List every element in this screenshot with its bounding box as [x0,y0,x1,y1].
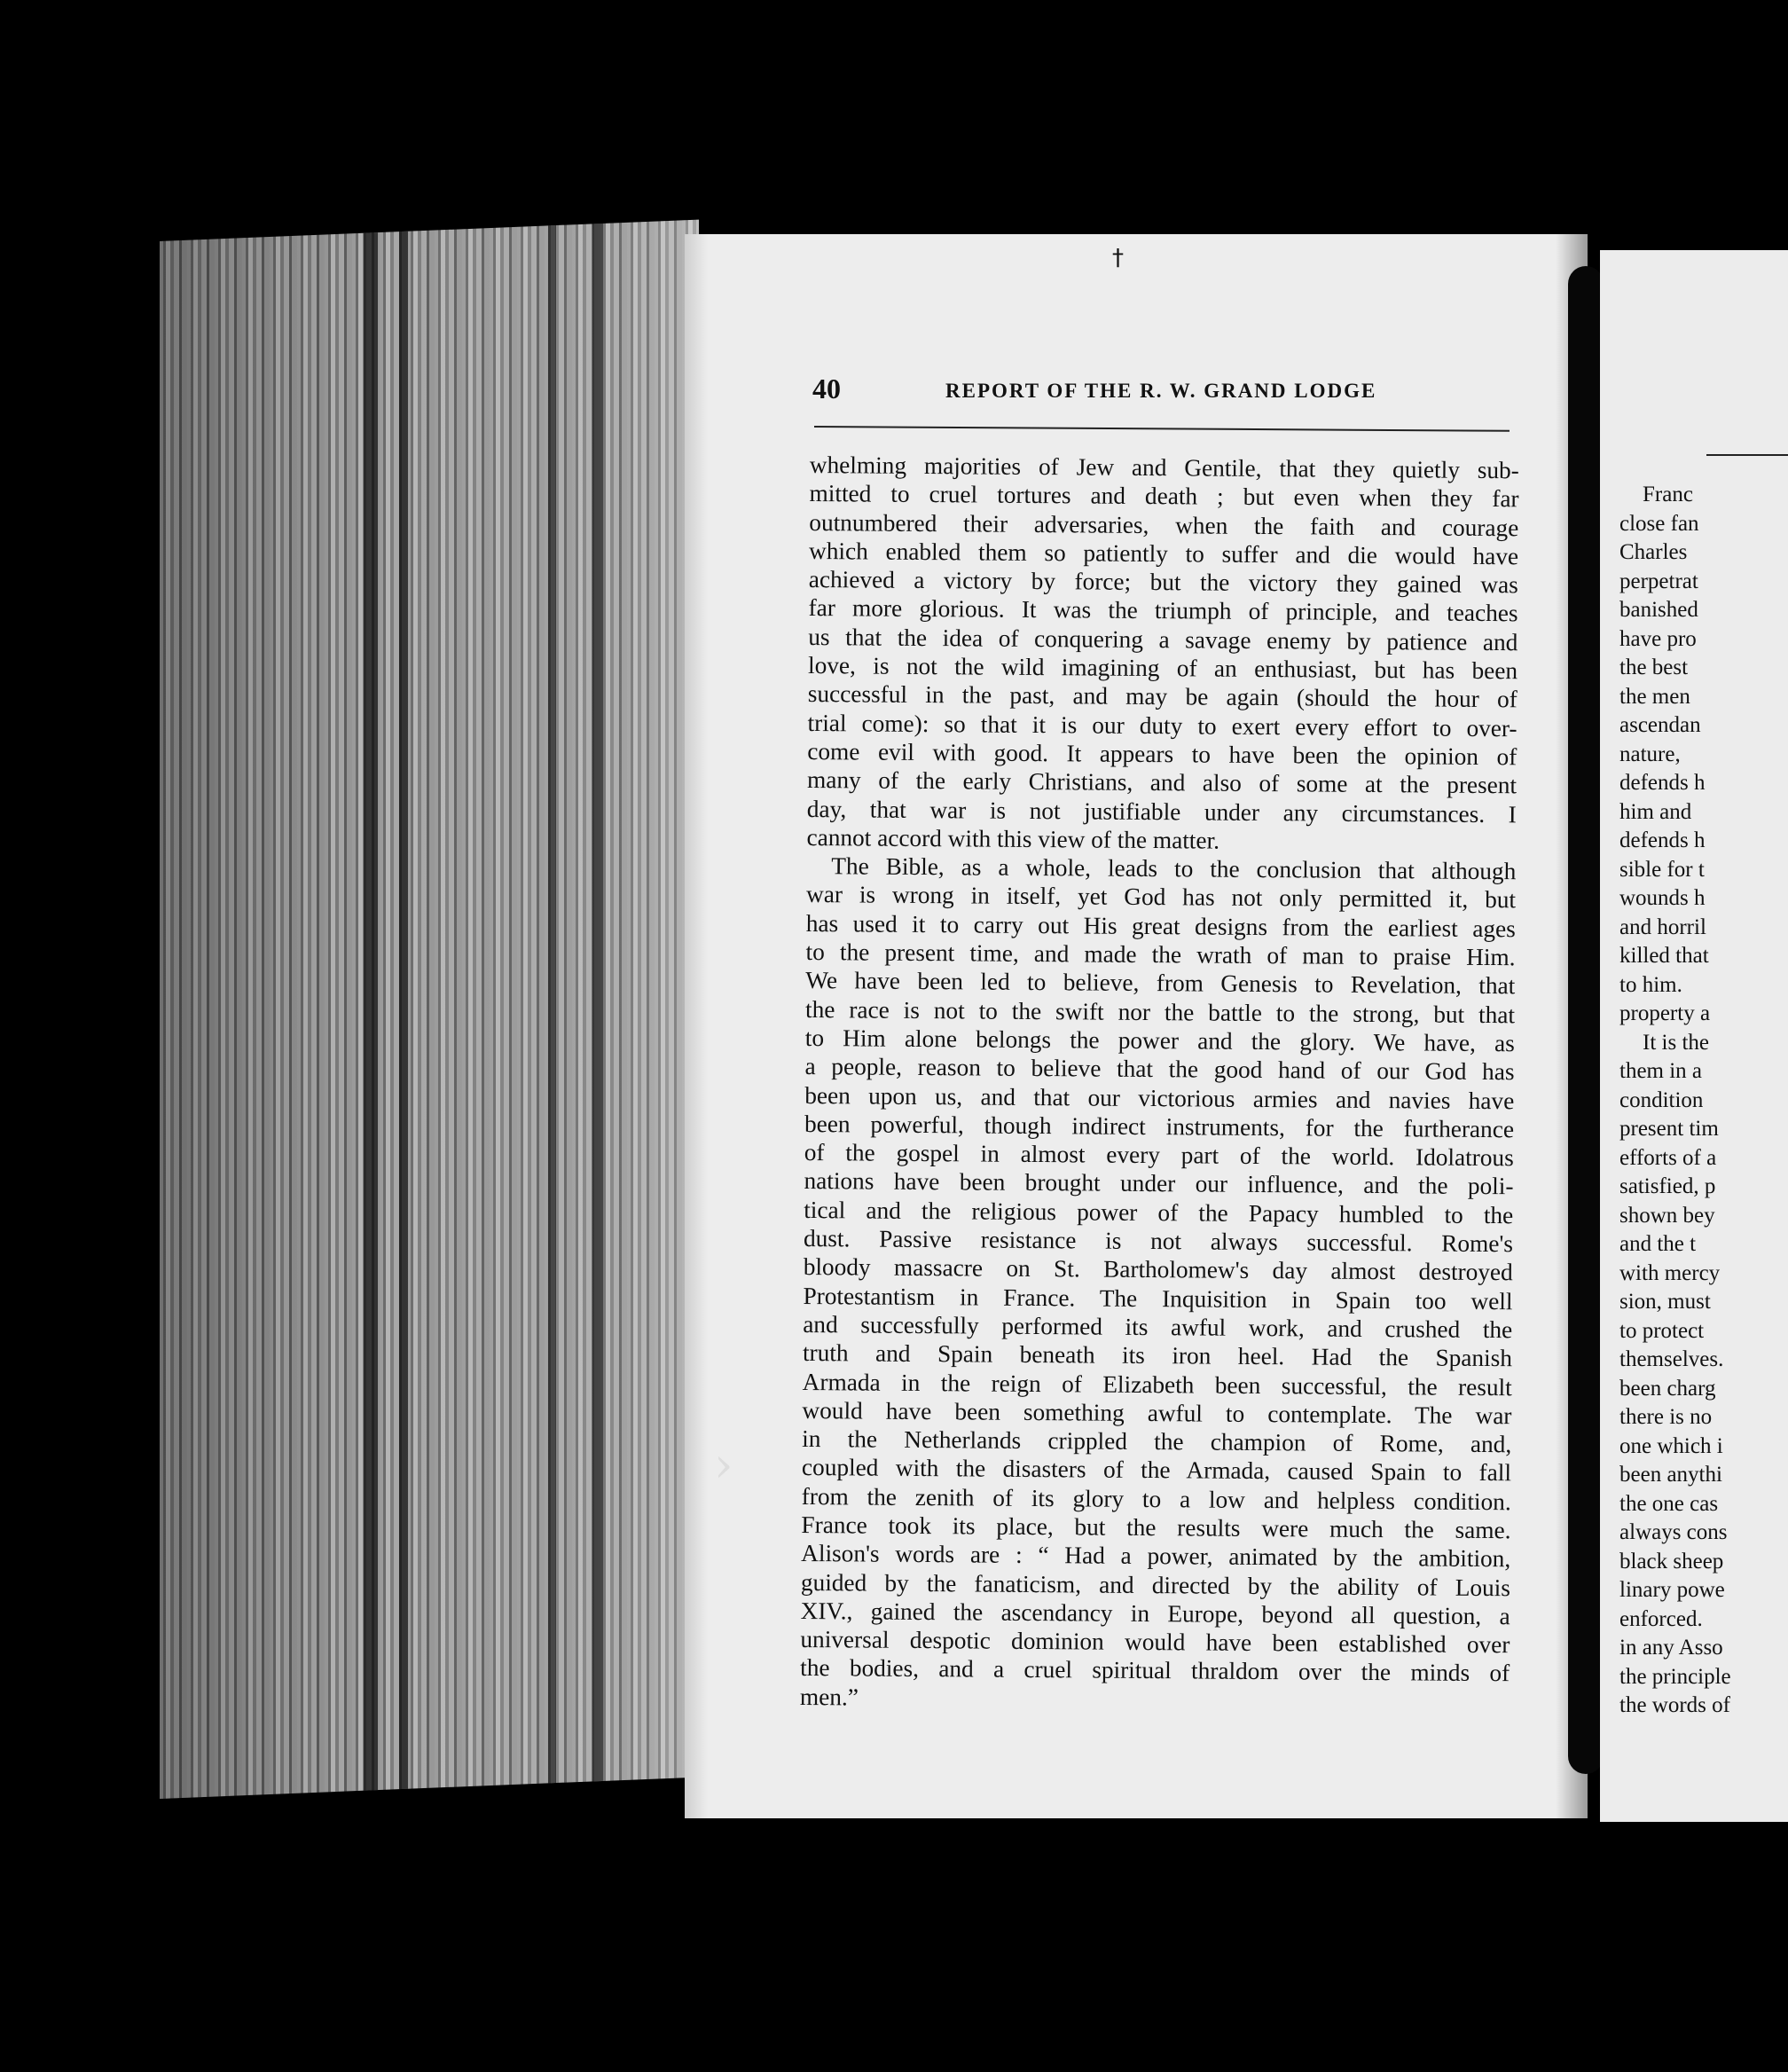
right-page-line: linary powe [1619,1578,1725,1602]
page-edge-mark: › [714,1437,733,1493]
text-line: love, is not the wild imagining of an enthusiast, but has been [807,652,1518,685]
text-line: Protestantism in France. The Inquisition in Spain too well [803,1282,1513,1315]
right-page-line: themselves. [1619,1347,1724,1371]
right-page-line: wounds h [1619,886,1706,910]
right-page-line: close fan [1619,511,1699,536]
right-page-line: and the t [1619,1232,1697,1256]
text-line: come evil with good. It appears to have been the opinion of [807,737,1517,771]
right-page-line: the best [1619,655,1689,679]
text-line: from the zenith of its glory to a low and helpless condition. [801,1482,1511,1515]
text-line: which enabled them so patiently to suffer and die would have [808,537,1519,570]
running-title: REPORT OF THE R. W. GRAND LODGE [945,380,1377,402]
text-line: far more glorious. It was the triumph of principle, and teaches [808,594,1518,627]
text-line: nations have been brought under our influence, and the poli- [804,1167,1514,1200]
right-page-line: sible for t [1619,857,1705,882]
text-line: to the present time, and made the wrath of man to praise Him. [805,938,1516,971]
right-page-line: always cons [1619,1520,1728,1544]
right-page-line: perpetrat [1619,569,1698,593]
text-line: mitted to cruel tortures and death ; but even when they far [809,480,1519,513]
text-line: XIV., gained the ascendancy in Europe, beyond all question, a [800,1597,1510,1630]
right-page-line: condition [1619,1087,1704,1112]
right-page-line: present tim [1619,1117,1719,1141]
text-line: many of the early Christians, and also of some at the present [806,766,1517,799]
text-line: The Bible, as a whole, leads to the conclusion that although [831,852,1517,885]
text-line: the race is not to the swift nor the battle to the strong, but that [804,995,1516,1028]
text-line: coupled with the disasters of the Armada, caused Spain to fall [801,1454,1512,1487]
text-line: war is wrong in itself, yet God has not only permitted it, but [805,881,1517,914]
right-page-line: them in a [1619,1059,1703,1083]
right-page-line: defends h [1619,771,1706,795]
right-page-line: ascendan [1619,713,1701,737]
text-line: men.” [799,1683,859,1711]
right-page-line: been anythi [1619,1463,1722,1487]
text-line: Alison's words are : “ Had a power, animated by the ambition, [801,1540,1511,1573]
text-line: us that the idea of conquering a savage enemy by patience and [808,623,1518,656]
right-page-line: and horril [1619,914,1706,939]
right-page-fragment [1600,250,1788,1822]
text-line: France took its place, but the results were much the same. [801,1511,1511,1544]
right-page-line: the words of [1619,1693,1730,1717]
text-line: We have been led to believe, from Genesis to Revelation, that [805,967,1516,1000]
right-page-line: the one cas [1619,1491,1719,1516]
text-line: whelming majorities of Jew and Gentile, that they quietly sub- [809,451,1519,484]
text-line: Armada in the reign of Elizabeth been successful, the result [802,1368,1512,1401]
paragraph [806,451,1519,857]
right-page-line: Franc [1643,483,1693,506]
paragraph [800,852,1517,1716]
book-gutter [1568,266,1604,1774]
right-page-text [1619,481,1788,1721]
page-edge-shading [160,220,699,1799]
right-page-line: killed that [1619,944,1709,968]
text-line: truth and Spain beneath its iron heel. Had the Spanish [802,1339,1513,1372]
text-line: been upon us, and that our victorious armies and navies have [804,1081,1515,1114]
text-line: successful in the past, and may be again (should the hour of [807,680,1517,713]
right-page-line: there is no [1619,1405,1713,1429]
right-page-line: property a [1619,1001,1711,1025]
text-line: in the Netherlands crippled the champion of Rome, and, [802,1425,1512,1458]
text-line: outnumbered their adversaries, when the faith and courage [809,508,1519,541]
right-page-line: shown bey [1619,1203,1715,1228]
right-page-line: the principle [1619,1664,1731,1689]
right-page-line: enforced. [1619,1606,1703,1631]
book-page-edges [160,220,699,1799]
right-page-line: to protect [1619,1318,1705,1343]
right-page-line: one which i [1619,1433,1723,1458]
right-page-line: satisfied, p [1619,1174,1716,1198]
text-line: trial come): so that it is our duty to exert every effort to over- [807,709,1517,742]
text-line: tical and the religious power of the Papacy humbled to the [804,1196,1514,1228]
right-page-line: with mercy [1619,1260,1721,1285]
text-line: of the gospel in almost every part of the world. Idolatrous [804,1139,1514,1172]
right-page-rule [1706,454,1788,456]
right-page-line: black sheep [1619,1549,1724,1574]
text-line: guided by the fanaticism, and directed by the ability of Louis [800,1568,1511,1601]
text-line: and successfully performed its awful work, and crushed the [803,1310,1513,1344]
page-curl-shadow [685,234,708,1818]
right-page-line: banished [1619,598,1698,622]
page-number: 40 [812,373,841,404]
text-line: been powerful, though indirect instruments, for the furtherance [804,1110,1515,1143]
right-page-line: him and [1619,799,1692,824]
text-line: universal despotic dominion would have been established over [800,1626,1510,1659]
text-line: dust. Passive resistance is not always successful. Rome's [803,1224,1514,1258]
body-text [800,451,1519,1716]
right-page-line: Charles [1619,540,1688,564]
ink-mark: † [1112,245,1124,271]
text-line: the bodies, and a cruel spiritual thraldom over the minds of [800,1654,1510,1687]
text-line: would have been something awful to contemplate. The war [802,1396,1512,1430]
text-line: has used it to carry out His great designs from the earliest ages [805,909,1516,943]
right-page-line: have pro [1619,626,1697,651]
text-line: bloody massacre on St. Bartholomew's day almost destroyed [803,1253,1513,1286]
right-page-line: in any Asso [1619,1636,1723,1660]
text-line: cannot accord with this view of the matter. [806,823,1220,854]
right-page-line: It is the [1643,1030,1709,1055]
right-page-line: the men [1619,684,1690,709]
right-page-line: efforts of a [1619,1145,1717,1170]
text-line: to Him alone belongs the power and the glory. We have, as [804,1024,1515,1057]
right-page-line: been charg [1619,1376,1716,1401]
text-line: a people, reason to believe that the good hand of our God has [804,1053,1515,1086]
right-page-line: to him. [1619,972,1682,997]
right-page-line: defends h [1619,828,1706,852]
right-page-line: nature, [1619,742,1681,766]
right-page-line: sion, must [1619,1290,1711,1314]
text-line: achieved a victory by force; but the victory they gained was [808,566,1518,599]
text-line: day, that war is not justifiable under any circumstances. I [806,795,1517,828]
